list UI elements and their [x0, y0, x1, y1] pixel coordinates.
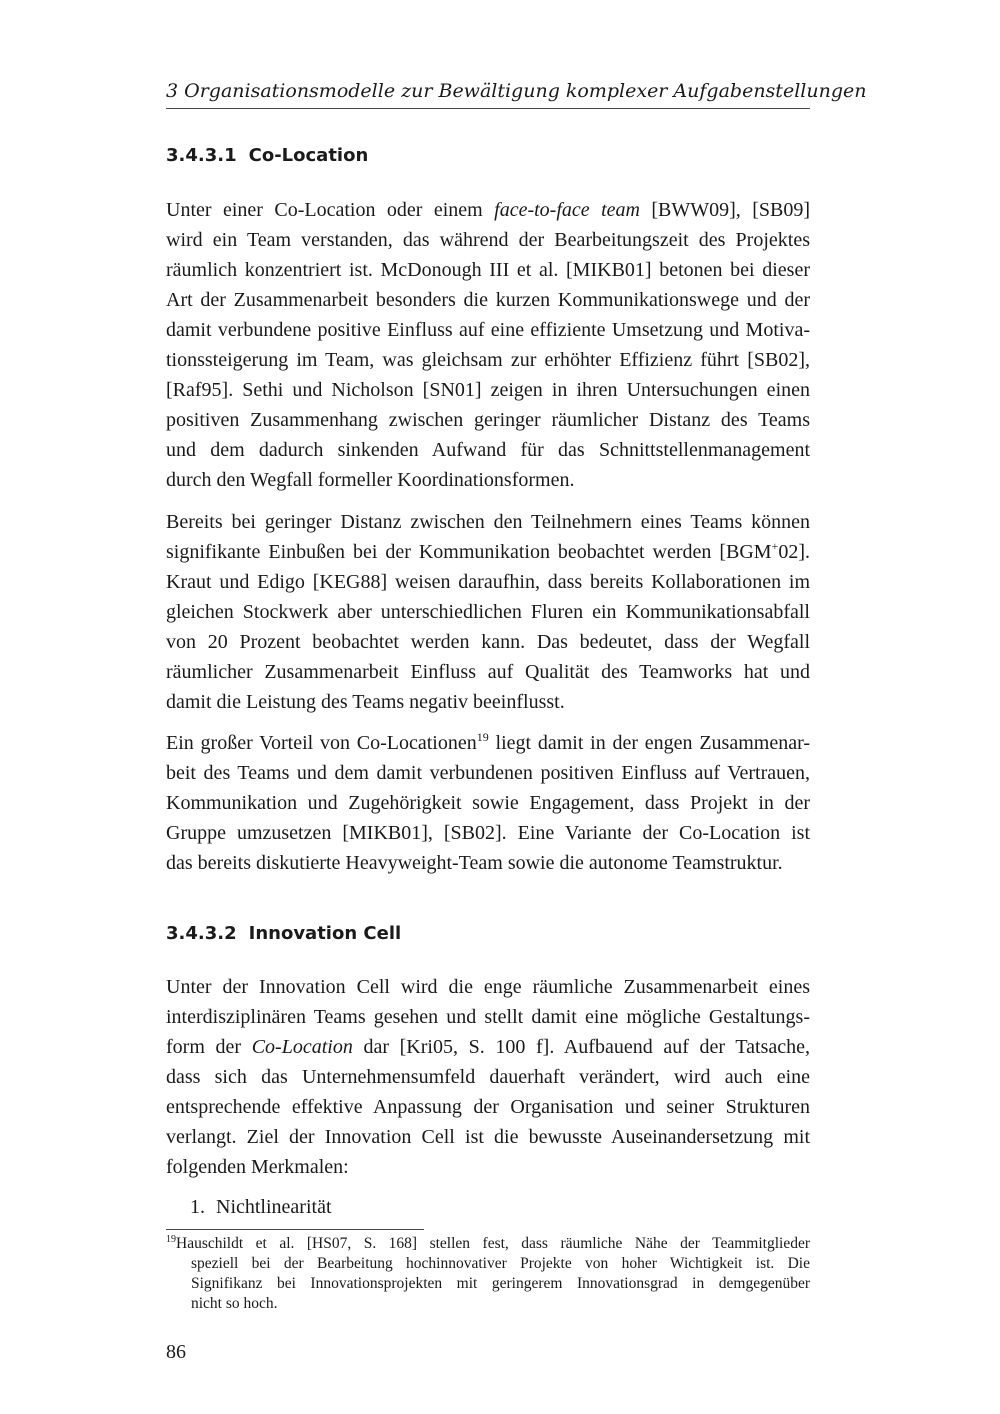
- footnote-marker: 19: [166, 1234, 176, 1245]
- page-number: 86: [166, 1341, 186, 1363]
- section-title: Co-Location: [248, 145, 369, 166]
- list-item-text: Nichtlinearität: [216, 1196, 332, 1218]
- text-line: wird ein Team verstanden, das während der Bearbeitungszeit des Projektes: [166, 229, 810, 251]
- text-line: tionssteigerung im Team, was gleichsam zur erhöhter Effizienz führt [SB02],: [166, 349, 810, 371]
- text-line: von 20 Prozent beobachtet werden kann. Das bedeutet, dass der Wegfall: [166, 631, 810, 653]
- paragraph-co-location-distance: [166, 507, 810, 717]
- text-line: durch den Wegfall formeller Koordinationsformen.: [166, 469, 575, 491]
- text-line: das bereits diskutierte Heavyweight-Team sowie die autonome Teamstruktur.: [166, 852, 783, 874]
- text-line: signifikante Einbußen bei der Kommunikation beobachtet werden [BGM+02].: [166, 539, 810, 563]
- list-item-number: 1.: [190, 1196, 205, 1218]
- text-line: [Raf95]. Sethi und Nicholson [SN01] zeigen in ihren Untersuchungen einen: [166, 379, 810, 401]
- text-line: Unter der Innovation Cell wird die enge räumliche Zusammenarbeit eines: [166, 976, 810, 998]
- footnote-line: $^{19}$Hauschildt et al. [HS07, S. 168] stellen fest, dass räumliche Nähe der Teammitglieder: [166, 1234, 810, 1252]
- text-line: gleichen Stockwerk aber unterschiedlichen Fluren ein Kommunikationsabfall: [166, 601, 810, 623]
- text-line: form der Co-Location dar [Kri05, S. 100 f]. Aufbauend auf der Tatsache,: [166, 1036, 811, 1058]
- footnote: [166, 1234, 810, 1314]
- footnote-rule: [166, 1229, 424, 1230]
- emphasis: face-to-face team: [494, 199, 640, 221]
- section-title: Innovation Cell: [248, 923, 402, 944]
- section-heading-co-location: [166, 144, 810, 168]
- paragraph-co-location-intro: [166, 195, 810, 495]
- superscript: +: [771, 539, 779, 553]
- footnote-line: speziell bei der Bearbeitung hochinnovativer Projekte von hoher Wichtigkeit ist. Die: [191, 1255, 810, 1272]
- text-line: Art der Zusammenarbeit besonders die kurzen Kommunikationswege und der: [166, 289, 810, 311]
- text-line: Gruppe umzusetzen [MIKB01], [SB02]. Eine Variante der Co-Location ist: [166, 822, 810, 844]
- text-line: Kommunikation und Zugehörigkeit sowie Engagement, dass Projekt in der: [166, 792, 810, 814]
- paragraph-co-location-advantage: [166, 728, 810, 878]
- text-line: beit des Teams und dem damit verbundenen positiven Einfluss auf Vertrauen,: [166, 762, 810, 784]
- section-heading-innovation-cell: [166, 922, 810, 946]
- text-line: damit verbundene positive Einfluss auf eine effiziente Umsetzung und Motiva-: [166, 319, 810, 341]
- text-line: Unter einer Co-Location oder einem face-to-face team [BWW09], [SB09]: [166, 199, 811, 221]
- emphasis: Co-Location: [251, 1036, 353, 1058]
- text-line: verlangt. Ziel der Innovation Cell ist die bewusste Auseinandersetzung mit: [166, 1126, 810, 1148]
- superscript: 19: [476, 730, 489, 744]
- text-line: positiven Zusammenhang zwischen geringer räumlicher Distanz des Teams: [166, 409, 810, 431]
- text-line: räumlicher Zusammenarbeit Einfluss auf Qualität des Teamworks hat und: [166, 661, 810, 683]
- section-number: 3.4.3.1: [166, 145, 237, 166]
- text-line: und dem dadurch sinkenden Aufwand für das Schnittstellenmanagement: [166, 439, 810, 461]
- footnote-line: Signifikanz bei Innovationsprojekten mit geringerem Innovationsgrad in demgegenüber: [191, 1275, 810, 1292]
- text-line: damit die Leistung des Teams negativ beeinflusst.: [166, 691, 565, 713]
- paragraph-innovation-cell: [166, 972, 810, 1182]
- text-line: dass sich das Unternehmensumfeld dauerhaft verändert, wird auch eine: [166, 1066, 810, 1088]
- text-line: Kraut und Edigo [KEG88] weisen daraufhin, dass bereits Kollaborationen im: [166, 571, 810, 593]
- list-item: [190, 1192, 810, 1222]
- footnote-line: nicht so hoch.: [191, 1295, 278, 1312]
- text-line: folgenden Merkmalen:: [166, 1156, 349, 1178]
- text-line: Bereits bei geringer Distanz zwischen den Teilnehmern eines Teams können: [166, 511, 810, 533]
- text-line: interdisziplinären Teams gesehen und stellt damit eine mögliche Gestaltungs-: [166, 1006, 810, 1028]
- text-line: entsprechende effektive Anpassung der Organisation und seiner Strukturen: [166, 1096, 810, 1118]
- text-line: Ein großer Vorteil von Co-Locationen$^{19}$ liegt damit in der engen Zusammenar-: [166, 730, 810, 754]
- text-line: räumlich konzentriert ist. McDonough III et al. [MIKB01] betonen bei dieser: [166, 259, 810, 281]
- running-head: 3 Organisationsmodelle zur Bewältigung komplexer Aufgabenstellungen: [166, 78, 810, 109]
- section-number: 3.4.3.2: [166, 923, 237, 944]
